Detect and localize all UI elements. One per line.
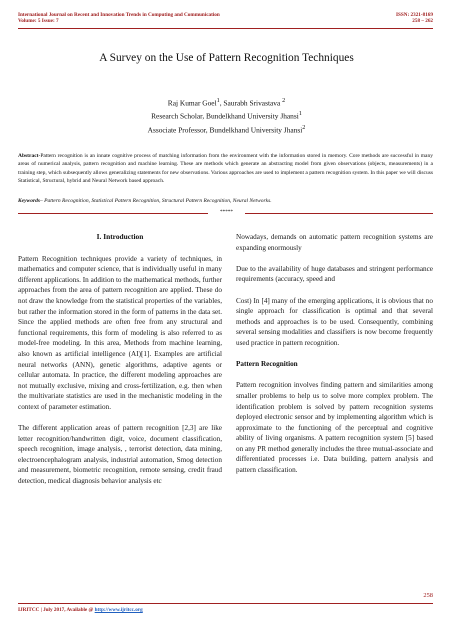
issn-header xyxy=(396,12,433,25)
right-column xyxy=(236,232,433,486)
affiliation-2: Associate Professor, Bundelkhand University Jhansi$^2$ xyxy=(147,124,306,134)
intro-paragraph-2: The different application areas of pattern recognition [2,3] are like letter recognition/handwritten digit, voice, document classification, speech recognition, image analysis, , terrorist detection, data mining, electroencephalogram analysis, industrial automation, Smog detection and measurement, biometric recognition, remote sensing, credit fraud detection, medical diagnosis behavior analysis etc xyxy=(18,424,222,486)
footer-link[interactable]: http://www.ijritcc.org xyxy=(94,607,143,613)
page-range: 258 – 262 xyxy=(412,18,433,25)
footer-text: IJRITCC | July 2017, Available @ xyxy=(18,607,95,613)
abstract-label: Abstract- xyxy=(18,153,41,159)
separator-rule-right xyxy=(245,213,433,214)
author-names: Raj Kumar Goel$^1$, Saurabh Srivastava $^2$ xyxy=(167,98,286,108)
footer xyxy=(18,607,143,613)
right-paragraph-1: Nowadays, demands on automatic pattern recognition systems are expanding enormously xyxy=(236,233,433,252)
issn: ISSN: 2321-8169 xyxy=(395,12,433,18)
left-column xyxy=(18,232,222,497)
page-number: 258 xyxy=(423,592,433,599)
affiliation-1: Research Scholar, Bundelkhand University Jhansi$^1$ xyxy=(151,111,302,121)
keywords-label: Keywords xyxy=(18,198,40,204)
abstract-text: Pattern recognition is an innate cognitive process of matching information from the environment with the information stored in memory. Core methods are successful in many areas of numerical analysis, pattern recognition and machine learning. These are methods which generate an abstracting model from given observations (objects, measurements) in a training step, which subsequently allows generalizing statements for new observations. Various approaches are used to implement a pattern recognition system. In this paper we will discuss Statistical, Structural, hybrid and Neural Network based approach. xyxy=(18,153,433,184)
author-block xyxy=(0,96,453,136)
right-paragraph-2: Due to the availability of huge databases and stringent performance requirements (accuracy, speed and xyxy=(236,264,433,284)
right-paragraph-4: Pattern recognition involves finding pattern and similarities among smaller problems to help us to solve more complex problem. The identification problem is solved by pattern recognition systems deployed electronic sensor and by implementing algorithm which is approximate to the functioning of the perceptual and cognitive ability of living organisms. A pattern recognition system [5] based on any PR method generally includes the three mutual-associate and differentiated processes i.e. Data building, pattern analysis and pattern classification. xyxy=(236,381,433,475)
keywords-text: – Pattern Recognition, Statistical Pattern Recognition, Structural Pattern Recognition, Neural Networks. xyxy=(40,198,272,204)
separator-stars: ***** xyxy=(220,209,233,215)
paper-title: A Survey on the Use of Pattern Recognition Techniques xyxy=(99,52,354,64)
journal-volume: Volume: 5 Issue: 7 xyxy=(18,18,59,25)
header-rule xyxy=(18,28,433,29)
abstract xyxy=(18,152,433,185)
footer-rule xyxy=(18,603,433,604)
journal-name: International Journal on Recent and Innovation Trends in Computing and Communication xyxy=(18,12,220,18)
intro-paragraph-1: Pattern Recognition techniques provide a variety of techniques, in mathematics and computer science, that is individually useful in many different applications. In addition to the mathematical methods, further approaches from the area of pattern recognition are applied. These do not draw the knowledge from the statistical properties of the variables, but rather the information stored in the form of patterns in the data set. Since the applied methods are often free from any structural and functional requirements, this form of modeling is also referred to as model-free modeling. In this area, Methods from machine learning, also known as artificial intelligence (AI)[1]. Examples are artificial neural networks (ANN), genetic algorithms, adaptive agents or cellular automata. In practice, the different modeling approaches are not mutually exclusive, mixing and cross-fertilization, e.g. then when the multivariate statistics are used in the mechanistic modeling in the context of parameter estimation. xyxy=(18,254,222,411)
keywords xyxy=(18,198,433,204)
journal-header xyxy=(18,12,220,25)
subsection-heading-pattern-recognition: Pattern Recognition xyxy=(236,360,298,369)
section-heading-introduction: I. Introduction xyxy=(96,232,144,241)
right-paragraph-3: Cost) In [4] many of the emerging applications, it is obvious that no single approach for classification is optimal and that several methods and approaches is to be used. Consequently, combining several sensing modalities and classifiers is now become frequently used practice in pattern recognition. xyxy=(236,296,433,347)
